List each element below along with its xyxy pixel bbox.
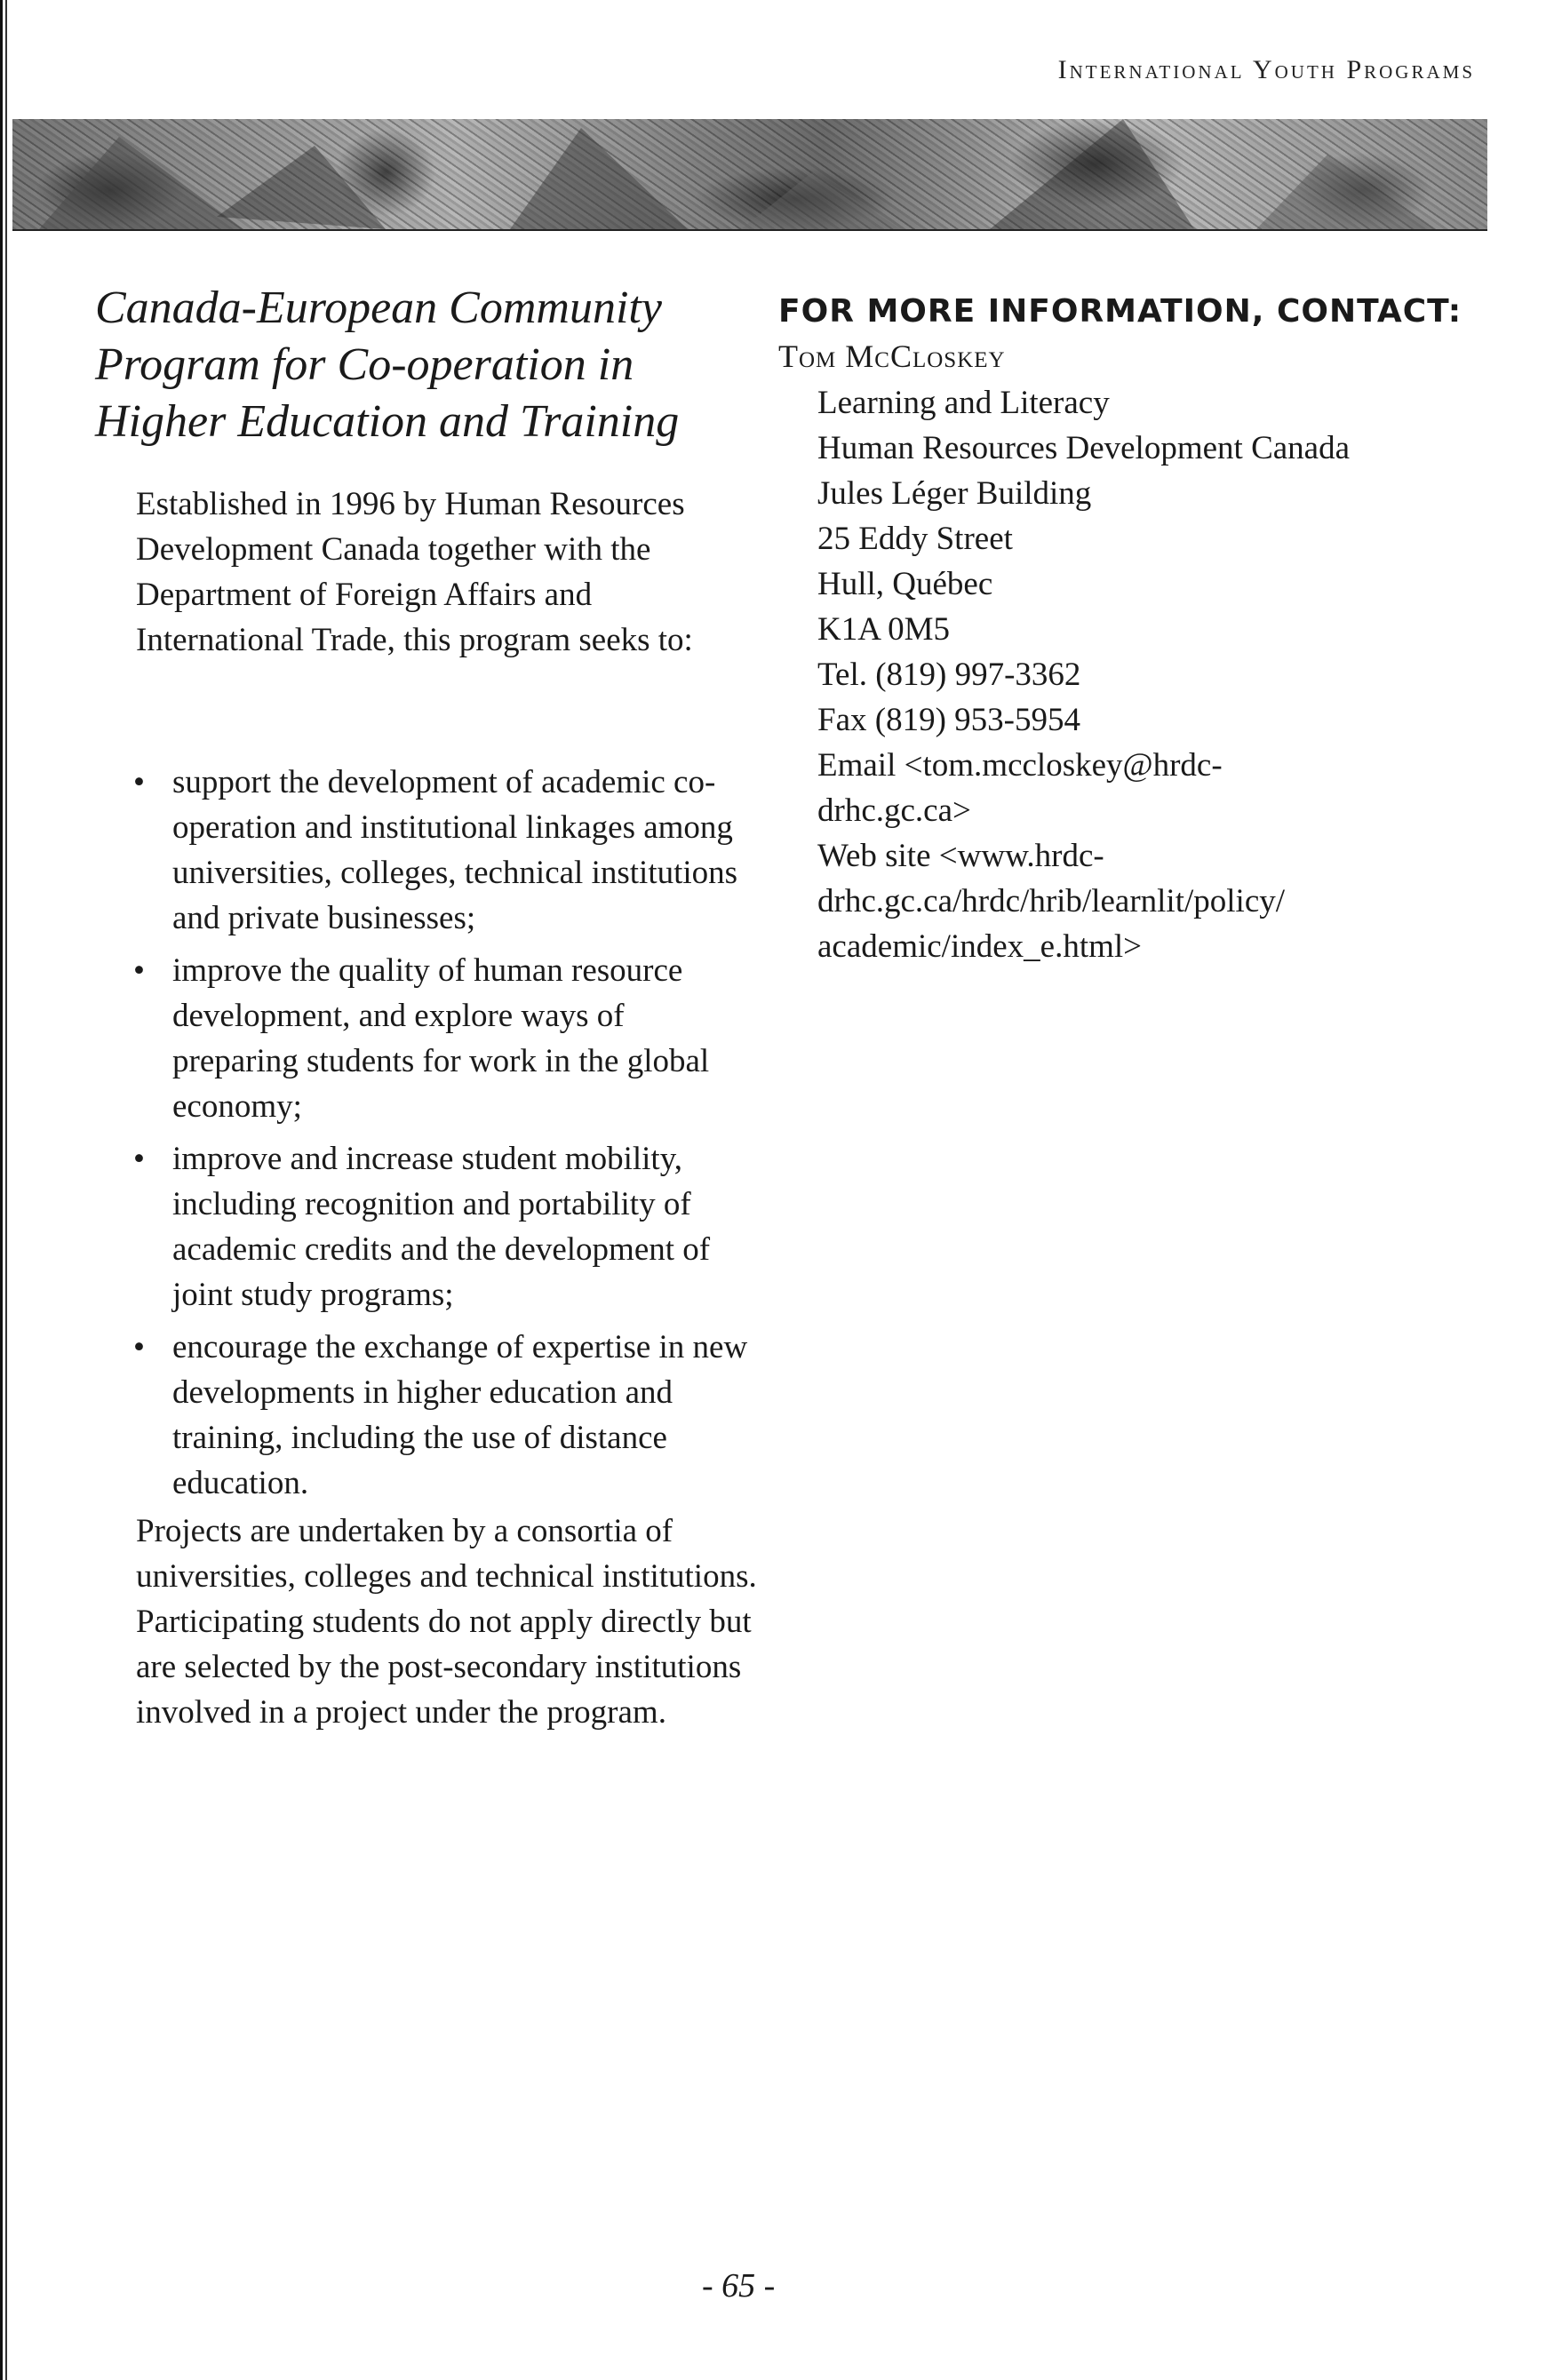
- page-number: - 65 -: [702, 2267, 776, 2304]
- program-intro: Established in 1996 by Human Resources Development Canada together with the Department of Foreign Affairs and International Trade, this program seeks to:: [136, 486, 693, 658]
- left-margin-rule: [0, 0, 11, 2380]
- list-item: [133, 1325, 755, 1506]
- program-title: Canada-European Community Program for Co-operation in Higher Education and Training: [95, 283, 680, 447]
- contact-organization: Human Resources Development Canada: [817, 430, 1351, 466]
- contact-telephone: Tel. (819) 997-3362: [817, 657, 1081, 693]
- objective-text: improve the quality of human resource development, and explore ways of preparing students for work in the global economy;: [172, 952, 710, 1125]
- contact-email: Email <tom.mccloskey@hrdc-: [817, 747, 1223, 784]
- contact-city: Hull, Québec: [817, 566, 993, 602]
- contact-heading: FOR MORE INFORMATION, CONTACT:: [778, 293, 1462, 330]
- contact-department: Learning and Literacy: [817, 385, 1110, 421]
- decorative-banner-image: [12, 119, 1487, 231]
- contact-website: Web site <www.hrdc-: [817, 838, 1104, 874]
- contact-details: [817, 380, 1493, 969]
- contact-fax: Fax (819) 953-5954: [817, 702, 1080, 738]
- projects-paragraph: Projects are undertaken by a consortia of universities, colleges and technical institutions. Participating students do not apply directly but are selected by the post-secondary institutions involved in a project under the program.: [136, 1513, 757, 1731]
- bullet-icon: •: [133, 952, 145, 989]
- list-item: [133, 1136, 755, 1317]
- objective-text: improve and increase student mobility, including recognition and portability of academic credits and the development of joint study programs;: [172, 1141, 711, 1313]
- objective-text: encourage the exchange of expertise in new developments in higher education and training, including the use of distance education.: [172, 1329, 748, 1501]
- bullet-icon: •: [133, 764, 145, 800]
- banner-shapes: [12, 119, 1487, 229]
- contact-postal-code: K1A 0M5: [817, 611, 951, 648]
- contact-email-cont: drhc.gc.ca>: [817, 792, 971, 829]
- contact-street: 25 Eddy Street: [817, 521, 1013, 557]
- bullet-icon: •: [133, 1329, 145, 1365]
- list-item: [133, 948, 755, 1129]
- bullet-icon: •: [133, 1141, 145, 1177]
- running-header: International Youth Programs: [1057, 55, 1475, 84]
- contact-name: Tom McCloskey: [778, 338, 1006, 374]
- contact-website-cont-2: academic/index_e.html>: [817, 928, 1143, 965]
- contact-website-cont: drhc.gc.ca/hrdc/hrib/learnlit/policy/: [817, 883, 1286, 919]
- contact-building: Jules Léger Building: [817, 475, 1092, 512]
- objective-text: support the development of academic co-operation and institutional linkages among universities, colleges, technical institutions and private businesses;: [172, 764, 738, 936]
- program-objectives-list: [133, 760, 755, 1513]
- list-item: [133, 760, 755, 941]
